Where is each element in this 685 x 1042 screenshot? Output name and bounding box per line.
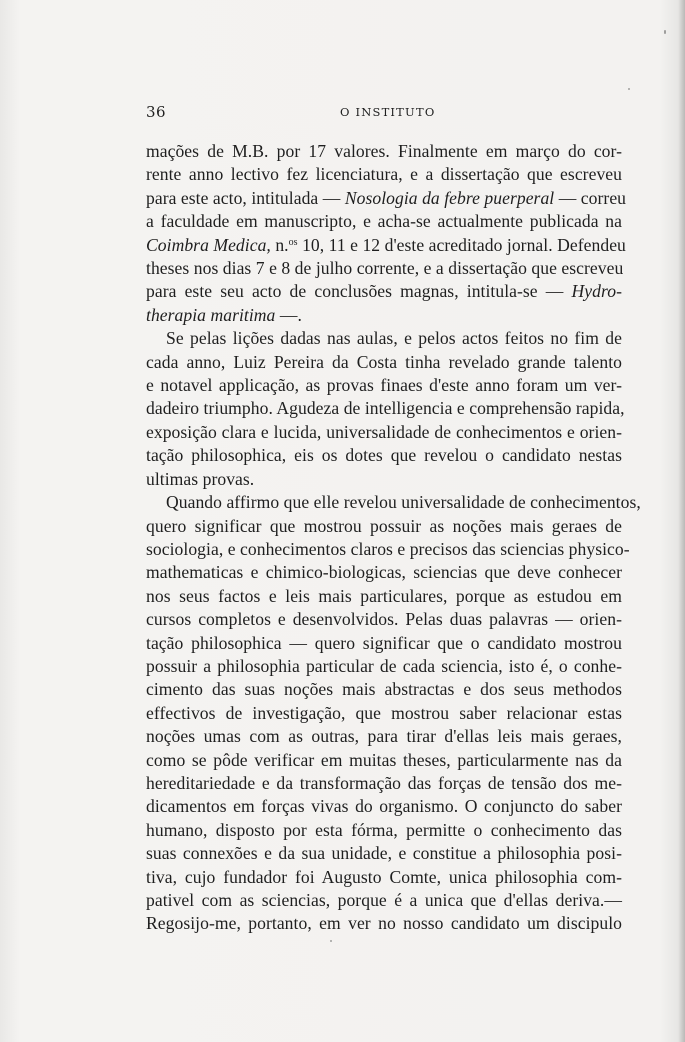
superscript: os <box>288 236 298 248</box>
text-line: noções umas com as outras, para tirar d'ellas leis mais geraes, <box>146 726 622 747</box>
page-edge-shadow <box>678 0 685 1042</box>
text-line: effectivos de investigação, que mostrou saber relacionar estas <box>146 702 622 723</box>
text-line: pativel com as sciencias, porque é a unica que d'ellas deriva.— <box>146 890 622 910</box>
running-head <box>146 103 622 125</box>
paragraph-3 <box>146 491 641 936</box>
journal-name: Coimbra Medica, <box>146 234 271 255</box>
text-line: sociologia, e conhecimentos claros e precisos das sciencias physico- <box>146 538 630 559</box>
text-fragment: — correu <box>558 187 627 208</box>
paper-speck <box>628 88 630 90</box>
text-line: mações de M.B. por 17 valores. Finalmente em março do cor- <box>146 141 622 161</box>
text-line: e notavel applicação, as provas finaes d'este anno foram um ver- <box>146 375 622 396</box>
text-line <box>146 187 627 210</box>
text-line: cada anno, Luiz Pereira da Costa tinha revelado grande talento <box>146 351 622 372</box>
text-line: Se pelas lições dadas nas aulas, e pelos actos feitos no fim de <box>166 328 622 349</box>
text-line: suas connexões e da sua unidade, e constitue a philosophia posi- <box>146 843 622 864</box>
page-number: 36 <box>146 103 167 121</box>
text-line: cursos completos e desenvolvidos. Pelas duas palavras — orien- <box>146 609 622 630</box>
text-line: a faculdade em manuscripto, e acha-se actualmente publicada na <box>146 211 622 232</box>
text-line: tiva, cujo fundador foi Augusto Comte, unica philosophia com- <box>146 866 622 887</box>
text-line: dadeiro triumpho. Agudeza de intelligencia e comprehensão rapida, <box>146 398 625 419</box>
text-line: mathematicas e chimico-biologicas, sciencias que deve conhecer <box>146 562 622 583</box>
text-line: tação philosophica, eis os dotes que revelou o candidato nestas <box>146 445 622 466</box>
paper-speck <box>330 940 332 942</box>
paragraph-1 <box>146 140 627 327</box>
text-line: Quando affirmo que elle revelou universalidade de conhecimentos, <box>166 492 641 513</box>
text-line: dicamentos em forças vivas do organismo. O conjuncto do saber <box>146 796 622 817</box>
dissertation-title-2-start: Hydro- <box>571 281 622 302</box>
dissertation-title-1: Nosologia da febre puerperal <box>344 187 555 208</box>
text-line: ultimas provas. <box>146 468 255 489</box>
text-fragment: para este seu acto de conclusões magnas, intitula-se — <box>146 281 564 302</box>
text-line: humano, disposto por esta fórma, permitte o conhecimento das <box>146 819 622 840</box>
text-line: cimento das suas noções mais abstractas e dos seus methodos <box>146 679 622 700</box>
text-line <box>146 234 626 257</box>
text-line <box>146 304 622 327</box>
text-line: theses nos dias 7 e 8 de julho corrente, e a dissertação que escreveu <box>146 258 624 279</box>
text-line <box>146 280 622 303</box>
text-fragment: 10, 11 e 12 d'este acreditado jornal. Defendeu <box>297 234 626 255</box>
text-line: Regosijo-me, portanto, em ver no nosso candidato um discipulo <box>146 913 622 934</box>
paper-speck <box>664 30 666 34</box>
text-fragment: —. <box>279 304 302 325</box>
text-line: como se pôde verificar em muitas theses, particularmente nas da <box>146 749 622 770</box>
paragraph-2 <box>146 327 625 491</box>
text-fragment: n. <box>270 234 289 255</box>
text-line: quero significar que mostrou possuir as noções mais geraes de <box>146 515 622 536</box>
text-line: tação philosophica — quero significar que o candidato mostrou <box>146 632 622 653</box>
text-fragment: para este acto, intitulada — <box>146 187 341 208</box>
text-line: possuir a philosophia particular de cada sciencia, isto é, o conhe- <box>146 655 622 676</box>
text-line: rente anno lectivo fez licenciatura, e a dissertação que escreveu <box>146 164 622 185</box>
text-line: nos seus factos e leis mais particulares, porque as estudou em <box>146 585 622 606</box>
text-line: hereditariedade e da transformação das forças de tensão dos me- <box>146 772 622 793</box>
dissertation-title-2-end: therapia maritima <box>146 304 276 325</box>
body-text <box>146 140 641 936</box>
journal-title: O INSTITUTO <box>340 105 436 119</box>
text-line: exposição clara e lucida, universalidade de conhecimentos e orien- <box>146 421 622 442</box>
